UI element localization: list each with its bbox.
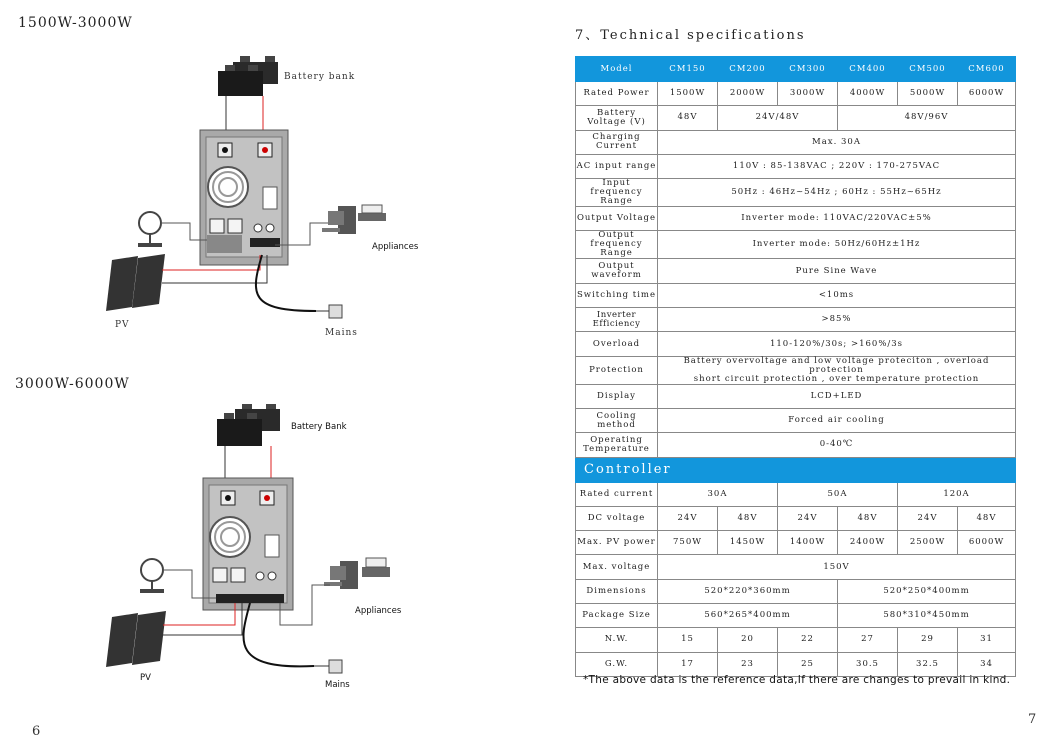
computer-printer-appliances-icon (324, 558, 390, 589)
heading-3000-6000: 3000W-6000W (15, 376, 130, 392)
table-cell: 6000W (958, 531, 1016, 555)
table-row (576, 231, 1016, 259)
table-cell: 48V/96V (838, 106, 1016, 130)
table-cell: 3000W (778, 82, 838, 106)
table-row (576, 652, 1016, 676)
row-label: Charging Current (576, 130, 658, 154)
table-row (576, 384, 1016, 408)
table-cell: 24V (658, 506, 718, 530)
row-label: Dimensions (576, 579, 658, 603)
table-cell: 5000W (898, 82, 958, 106)
section-title: 7、Technical specifications (575, 28, 806, 43)
technical-specifications-table (575, 56, 1016, 677)
row-label: Package Size (576, 604, 658, 628)
row-label: Max. PV power (576, 531, 658, 555)
table-cell: 0-40℃ (658, 433, 1016, 457)
header-cell: CM300 (778, 57, 838, 82)
row-label: Output frequency Range (576, 231, 658, 259)
table-row (576, 308, 1016, 332)
table-cell: 2000W (718, 82, 778, 106)
fan-appliance-icon (140, 559, 164, 593)
inverter-unit-icon (200, 130, 288, 265)
table-cell: 17 (658, 652, 718, 676)
table-cell: 29 (898, 628, 958, 652)
table-cell: 1500W (658, 82, 718, 106)
table-row (576, 531, 1016, 555)
page-number-right: 7 (1028, 712, 1037, 727)
row-label: Battery Voltage (V) (576, 106, 658, 130)
protection-line-1: Battery overvoltage and low voltage proteciton , overload protection (683, 355, 990, 375)
inverter-unit-icon (203, 478, 293, 610)
row-label: DC voltage (576, 506, 658, 530)
table-cell: Inverter mode: 50Hz/60Hz±1Hz (658, 231, 1016, 259)
row-label: Switching time (576, 283, 658, 307)
table-cell: 15 (658, 628, 718, 652)
table-cell: 32.5 (898, 652, 958, 676)
table-row (576, 506, 1016, 530)
row-label: AC input range (576, 154, 658, 178)
table-cell: 48V (658, 106, 718, 130)
protection-line-2: short circuit protection , over temperature protection (693, 373, 980, 384)
table-cell: 20 (718, 628, 778, 652)
computer-printer-appliances-icon (322, 205, 386, 234)
page-number-left: 6 (32, 724, 41, 739)
table-row (576, 283, 1016, 307)
controller-title: Controller (576, 457, 1016, 482)
table-row (576, 433, 1016, 457)
appliances-label-1: Appliances (372, 242, 419, 252)
mains-label-1: Mains (325, 328, 358, 338)
row-label: N.W. (576, 628, 658, 652)
table-row (576, 408, 1016, 432)
pv-label-1: PV (115, 320, 130, 330)
table-cell: Max. 30A (658, 130, 1016, 154)
row-label: Inverter Efficiency (576, 308, 658, 332)
table-cell: 2400W (838, 531, 898, 555)
header-cell: CM200 (718, 57, 778, 82)
table-row (576, 106, 1016, 130)
table-row (576, 628, 1016, 652)
battery-bank-label-2: Battery Bank (291, 422, 347, 432)
table-cell: 4000W (838, 82, 898, 106)
header-cell: CM150 (658, 57, 718, 82)
table-row (576, 154, 1016, 178)
table-cell: 48V (838, 506, 898, 530)
table-cell: 34 (958, 652, 1016, 676)
header-cell: CM600 (958, 57, 1016, 82)
row-label: Operating Temperature (576, 433, 658, 457)
table-cell: 150V (658, 555, 1016, 579)
table-cell: 24V (778, 506, 838, 530)
table-cell: Inverter mode: 110VAC/220VAC±5% (658, 207, 1016, 231)
table-cell: Forced air cooling (658, 408, 1016, 432)
table-cell: 27 (838, 628, 898, 652)
battery-bank-icon (218, 56, 278, 96)
row-label: Output Voltage (576, 207, 658, 231)
row-label: Cooling method (576, 408, 658, 432)
table-cell: 1400W (778, 531, 838, 555)
table-row (576, 207, 1016, 231)
row-label: Input frequency Range (576, 179, 658, 207)
table-cell: 48V (958, 506, 1016, 530)
table-row (576, 579, 1016, 603)
row-label: G.W. (576, 652, 658, 676)
header-cell: CM400 (838, 57, 898, 82)
table-cell: 31 (958, 628, 1016, 652)
row-label: Overload (576, 332, 658, 356)
battery-bank-icon (217, 404, 280, 446)
table-row (576, 604, 1016, 628)
row-label: Rated Power (576, 82, 658, 106)
table-cell: 750W (658, 531, 718, 555)
reference-note: *The above data is the reference data,If there are changes to prevail in kind. (583, 674, 1011, 686)
table-row (576, 356, 1016, 384)
table-header-row (576, 57, 1016, 82)
row-label: Protection (576, 356, 658, 384)
table-row (576, 82, 1016, 106)
table-cell: 560*265*400mm (658, 604, 838, 628)
heading-1500-3000: 1500W-3000W (18, 15, 133, 31)
pv-panel-icon (106, 611, 166, 667)
row-label: Output waveform (576, 259, 658, 283)
table-cell: 48V (718, 506, 778, 530)
row-label: Display (576, 384, 658, 408)
row-label: Max. voltage (576, 555, 658, 579)
table-row (576, 555, 1016, 579)
header-cell: Model (576, 57, 658, 82)
table-cell: 110V : 85-138VAC ; 220V : 170-275VAC (658, 154, 1016, 178)
table-row (576, 179, 1016, 207)
table-cell: 6000W (958, 82, 1016, 106)
mains-label-2: Mains (325, 680, 350, 690)
pv-panel-icon (106, 254, 165, 311)
table-cell: 24V (898, 506, 958, 530)
table-cell: 110-120%/30s; >160%/3s (658, 332, 1016, 356)
table-cell: 23 (718, 652, 778, 676)
table-cell: 580*310*450mm (838, 604, 1016, 628)
table-cell: 50A (778, 482, 898, 506)
table-cell: 2500W (898, 531, 958, 555)
table-cell (658, 356, 1016, 384)
appliances-label-2: Appliances (355, 606, 402, 616)
table-row (576, 259, 1016, 283)
table-cell: 24V/48V (718, 106, 838, 130)
header-cell: CM500 (898, 57, 958, 82)
table-cell: LCD+LED (658, 384, 1016, 408)
mains-socket-icon (314, 660, 342, 673)
table-row (576, 332, 1016, 356)
wiring-diagram-2 (100, 395, 430, 695)
table-row (576, 130, 1016, 154)
table-cell: >85% (658, 308, 1016, 332)
battery-bank-label-1: Battery bank (284, 72, 356, 82)
table-cell: 30.5 (838, 652, 898, 676)
wiring-diagram-1 (100, 45, 430, 345)
table-cell: 50Hz : 46Hz~54Hz ; 60Hz : 55Hz~65Hz (658, 179, 1016, 207)
table-cell: 30A (658, 482, 778, 506)
pv-label-2: PV (140, 673, 151, 683)
table-cell: 22 (778, 628, 838, 652)
table-cell: Pure Sine Wave (658, 259, 1016, 283)
table-cell: 120A (898, 482, 1016, 506)
row-label: Rated current (576, 482, 658, 506)
table-cell: 25 (778, 652, 838, 676)
mains-socket-icon (316, 305, 342, 318)
fan-appliance-icon (138, 212, 162, 247)
table-cell: 520*220*360mm (658, 579, 838, 603)
table-row (576, 482, 1016, 506)
table-cell: 520*250*400mm (838, 579, 1016, 603)
table-cell: <10ms (658, 283, 1016, 307)
table-cell: 1450W (718, 531, 778, 555)
controller-section-header (576, 457, 1016, 482)
